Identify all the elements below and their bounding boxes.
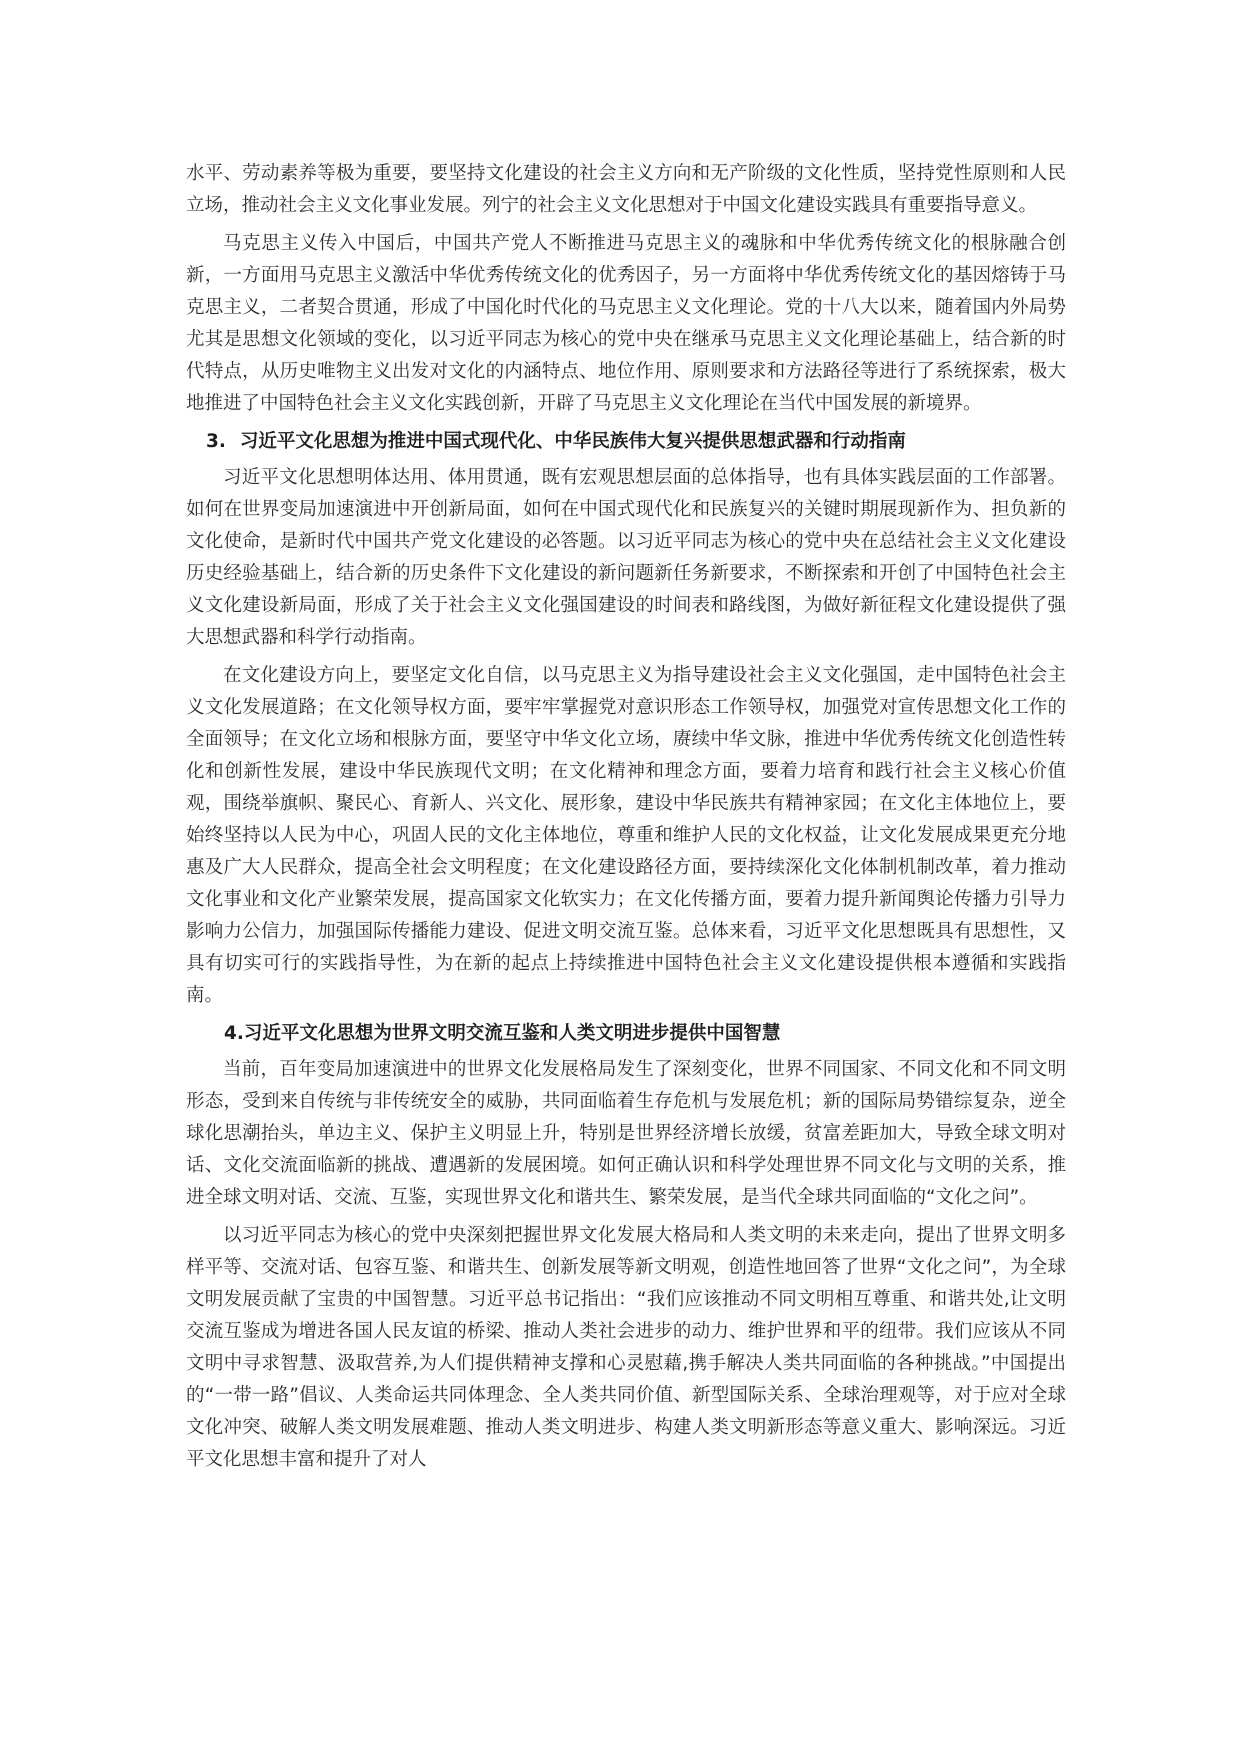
document-body — [186, 158, 1066, 1482]
paragraph-1: 水平、劳动素养等极为重要，要坚持文化建设的社会主义方向和无产阶级的文化性质，坚持党性原则和人民立场，推动社会主义文化事业发展。列宁的社会主义文化思想对于中国文化建设实践具有重要指导意义。 — [186, 163, 1066, 216]
paragraph-6: 以习近平同志为核心的党中央深刻把握世界文化发展大格局和人类文明的未来走向，提出了世界文明多样平等、交流对话、包容互鉴、和谐共生、创新发展等新文明观，创造性地回答了世界“文化之问”，为全球文明发展贡献了宝贵的中国智慧。习近平总书记指出：“我们应该推动不同文明相互尊重、和谐共处,让文明交流互鉴成为增进各国人民友谊的桥梁、推动人类社会进步的动力、维护世界和平的纽带。我们应该从不同文明中寻求智慧、汲取营养,为人们提供精神支撑和心灵慰藉,携手解决人类共同面临的各种挑战。”中国提出的“一带一路”倡议、人类命运共同体理念、全人类共同价值、新型国际关系、全球治理观等，对于应对全球文化冲突、破解人类文明发展难题、推动人类文明进步、构建人类文明新形态等意义重大、影响深远。习近平文化思想丰富和提升了对人 — [186, 1225, 1066, 1470]
paragraph-5: 当前，百年变局加速演进中的世界文化发展格局发生了深刻变化，世界不同国家、不同文化和不同文明形态，受到来自传统与非传统安全的威胁，共同面临着生存危机与发展危机；新的国际局势错综复杂，逆全球化思潮抬头，单边主义、保护主义明显上升，特别是世界经济增长放缓，贫富差距加大，导致全球文明对话、文化交流面临新的挑战、遭遇新的发展困境。如何正确认识和科学处理世界不同文化与文明的关系，推进全球文明对话、交流、互鉴，实现世界文化和谐共生、繁荣发展，是当代全球共同面临的“文化之问”。 — [186, 1059, 1066, 1208]
section-title: 4.习近平文化思想为世界文明交流互鉴和人类文明进步提供中国智慧 — [224, 1023, 781, 1044]
paragraph-3: 习近平文化思想明体达用、体用贯通，既有宏观思想层面的总体指导，也有具体实践层面的工作部署。如何在世界变局加速演进中开创新局面，如何在中国式现代化和民族复兴的关键时期展现新作为、担负新的文化使命，是新时代中国共产党文化建设的必答题。以习近平同志为核心的党中央在总结社会主义文化建设历史经验基础上，结合新的历史条件下文化建设的新问题新任务新要求，不断探索和开创了中国特色社会主义文化建设新局面，形成了关于社会主义文化强国建设的时间表和路线图，为做好新征程文化建设提供了强大思想武器和科学行动指南。 — [186, 467, 1066, 648]
section-number: 3. — [206, 431, 226, 452]
section-heading-3 — [186, 426, 1066, 458]
section-title: 习近平文化思想为推进中国式现代化、中华民族伟大复兴提供思想武器和行动指南 — [239, 431, 906, 452]
section-heading-4 — [186, 1018, 1066, 1050]
paragraph-4: 在文化建设方向上，要坚定文化自信，以马克思主义为指导建设社会主义文化强国，走中国特色社会主义文化发展道路；在文化领导权方面，要牢牢掌握党对意识形态工作领导权，加强党对宣传思想文化工作的全面领导；在文化立场和根脉方面，要坚守中华文化立场，赓续中华文脉，推进中华优秀传统文化创造性转化和创新性发展，建设中华民族现代文明；在文化精神和理念方面，要着力培育和践行社会主义核心价值观，围绕举旗帜、聚民心、育新人、兴文化、展形象，建设中华民族共有精神家园；在文化主体地位上，要始终坚持以人民为中心，巩固人民的文化主体地位，尊重和维护人民的文化权益，让文化发展成果更充分地惠及广大人民群众，提高全社会文明程度；在文化建设路径方面，要持续深化文化体制机制改革，着力推动文化事业和文化产业繁荣发展，提高国家文化软实力；在文化传播方面，要着力提升新闻舆论传播力引导力影响力公信力，加强国际传播能力建设、促进文明交流互鉴。总体来看，习近平文化思想既具有思想性，又具有切实可行的实践指导性，为在新的起点上持续推进中国特色社会主义文化建设提供根本遵循和实践指南。 — [186, 665, 1066, 1006]
paragraph-2: 马克思主义传入中国后，中国共产党人不断推进马克思主义的魂脉和中华优秀传统文化的根脉融合创新，一方面用马克思主义激活中华优秀传统文化的优秀因子，另一方面将中华优秀传统文化的基因熔铸于马克思主义，二者契合贯通，形成了中国化时代化的马克思主义文化理论。党的十八大以来，随着国内外局势尤其是思想文化领域的变化，以习近平同志为核心的党中央在继承马克思主义文化理论基础上，结合新的时代特点，从历史唯物主义出发对文化的内涵特点、地位作用、原则要求和方法路径等进行了系统探索，极大地推进了中国特色社会主义文化实践创新，开辟了马克思主义文化理论在当代中国发展的新境界。 — [186, 233, 1066, 414]
